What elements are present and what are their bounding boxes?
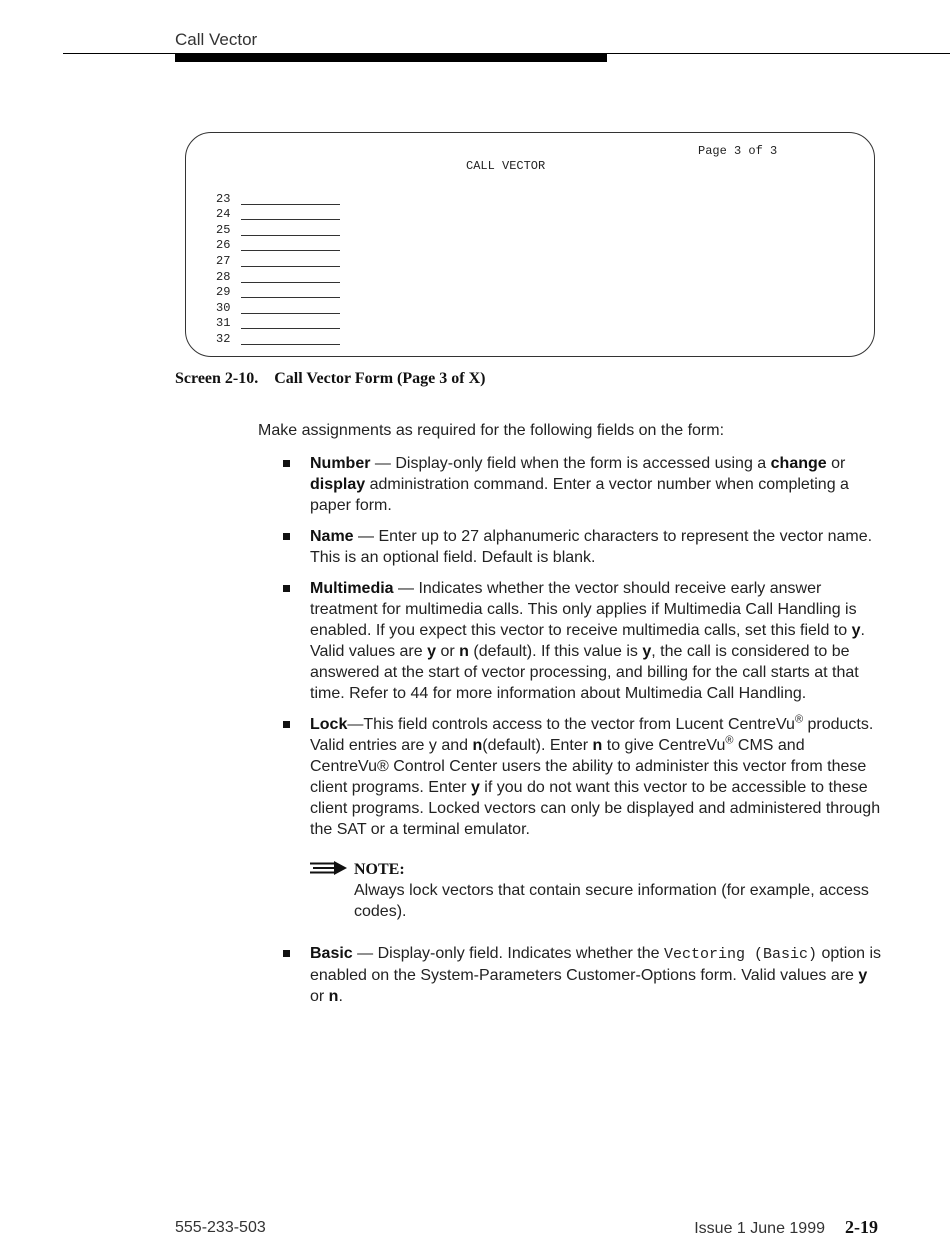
registered-mark: ® — [794, 713, 804, 726]
text: (default). Enter — [482, 737, 593, 754]
step-field — [241, 332, 340, 345]
text: or — [310, 988, 329, 1005]
bold-text: display — [310, 476, 366, 493]
screen-title: CALL VECTOR — [466, 159, 546, 173]
screen-step-line — [216, 221, 340, 237]
step-field — [241, 285, 340, 298]
bold-text: y — [642, 643, 652, 660]
step-number: 32 — [216, 331, 231, 346]
text: , the call is considered to be answered at the start of vector processing, and billing for the call starts at that time. Refer to 44 for more information about Multimedia Call Handling. — [310, 643, 859, 702]
step-field — [241, 316, 340, 329]
bullet-name — [283, 526, 883, 568]
text: . Valid values are — [310, 622, 865, 660]
term: Multimedia — [310, 580, 394, 597]
screen-step-line — [216, 268, 340, 284]
bullet-square-icon — [283, 533, 290, 540]
text: or — [436, 643, 460, 660]
screen-step-line — [216, 206, 340, 222]
step-number: 27 — [216, 253, 231, 268]
screen-step-line — [216, 299, 340, 315]
text: to give CentreVu — [602, 737, 726, 754]
step-field — [241, 301, 340, 314]
bold-text: change — [770, 455, 827, 472]
screen-page-indicator: Page 3 of 3 — [698, 144, 778, 158]
step-number: 23 — [216, 191, 231, 206]
screen-step-line — [216, 252, 340, 268]
term: Basic — [310, 945, 353, 962]
bold-text: y — [858, 967, 868, 984]
bold-text: y — [470, 779, 480, 796]
bold-text: n — [459, 643, 469, 660]
screen-step-line — [216, 190, 340, 206]
footer-doc-number: 555-233-503 — [175, 1219, 266, 1236]
running-head: Call Vector — [175, 30, 258, 49]
call-vector-screen — [185, 132, 875, 357]
intro-text: Make assignments as required for the following fields on the form: — [258, 422, 725, 439]
step-field — [241, 270, 340, 283]
bullet-lock — [283, 714, 883, 840]
step-number: 25 — [216, 222, 231, 237]
footer-issue: Issue 1 June 1999 — [694, 1220, 825, 1237]
bold-text: y — [427, 643, 437, 660]
text: products. Valid entries are y and — [310, 716, 874, 754]
bold-text: n — [592, 737, 603, 754]
bullet-square-icon — [283, 950, 290, 957]
note-arrow-icon — [310, 860, 348, 881]
bullet-multimedia — [283, 578, 883, 704]
bullet-basic — [283, 943, 883, 1007]
step-field — [241, 238, 340, 251]
text: — Display-only field when the form is accessed using a — [370, 455, 771, 472]
step-field — [241, 254, 340, 267]
step-field — [241, 192, 340, 205]
bullet-square-icon — [283, 721, 290, 728]
bold-text: n — [472, 737, 483, 754]
bullet-square-icon — [283, 460, 290, 467]
text: administration command. Enter a vector number when completing a paper form. — [310, 476, 849, 514]
note-block — [310, 859, 883, 922]
text: . — [338, 988, 343, 1005]
mono-text: Vectoring (Basic) — [663, 946, 817, 963]
text: option is enabled on the System-Parameters Customer-Options form. Valid values are — [310, 945, 882, 984]
text: if you do not want this vector to be accessible to these client programs. Locked vectors can only be displayed and administered through the SAT or a terminal emulator. — [310, 779, 881, 838]
registered-mark: ® — [725, 734, 734, 747]
text: — Indicates whether the vector should receive early answer treatment for multimedia calls. This only applies if Multimedia Call Handling is enabled. If you expect this vector to receive multimedia calls, set this field to — [310, 580, 857, 639]
text: — Display-only field. Indicates whether the — [352, 945, 664, 962]
term: Name — [310, 528, 354, 545]
step-field — [241, 207, 340, 220]
footer-page-number: 2-19 — [845, 1217, 878, 1237]
term: Lock — [310, 716, 348, 733]
screen-step-line — [216, 284, 340, 300]
text: CMS and CentreVu® Control Center users the ability to administer this vector from these client programs. Enter — [310, 737, 867, 796]
field-description-list — [283, 453, 883, 1007]
text: —This field controls access to the vector from Lucent CentreVu — [347, 716, 795, 733]
note-label: NOTE: — [354, 861, 405, 878]
screen-caption: Screen 2-10. Call Vector Form (Page 3 of X) — [175, 370, 486, 387]
footer-right — [694, 1217, 878, 1238]
step-number: 24 — [216, 207, 231, 222]
step-number: 29 — [216, 285, 231, 300]
text: — Enter up to 27 alphanumeric characters to represent the vector name. This is an optional field. Default is blank. — [310, 528, 873, 566]
bullet-square-icon — [283, 585, 290, 592]
bold-text: y — [851, 622, 861, 639]
screen-step-list — [216, 190, 340, 346]
screen-step-line — [216, 237, 340, 253]
step-number: 30 — [216, 300, 231, 315]
step-field — [241, 223, 340, 236]
bullet-number — [283, 453, 883, 516]
bold-text: n — [328, 988, 339, 1005]
step-number: 31 — [216, 316, 231, 331]
screen-step-line — [216, 330, 340, 346]
text: or — [826, 455, 846, 472]
screen-step-line — [216, 315, 340, 331]
header-rule-thick — [175, 54, 607, 62]
note-text: Always lock vectors that contain secure information (for example, access codes). — [354, 882, 869, 920]
step-number: 28 — [216, 269, 231, 284]
text: (default). If this value is — [468, 643, 643, 660]
term: Number — [310, 455, 371, 472]
step-number: 26 — [216, 238, 231, 253]
